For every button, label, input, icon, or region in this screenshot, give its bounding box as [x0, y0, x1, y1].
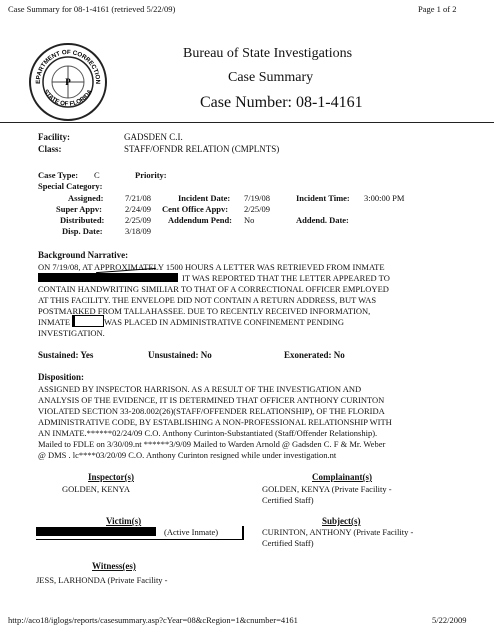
distributed-label: Distributed: — [60, 215, 105, 225]
narrative-line-3: CONTAIN HANDWRITING SIMILIAR TO THAT OF A CORRECTIONAL OFFICER EMPLOYED — [38, 284, 389, 294]
sustained: Sustained: Yes — [38, 350, 94, 360]
disposition-line: ANALYSIS OF THE EVIDENCE, IT IS DETERMINED THAT OFFICER ANTHONY CURINTON — [38, 395, 385, 405]
incident-time-label: Incident Time: — [296, 193, 350, 203]
case-number: Case Number: 08-1-4161 — [200, 94, 363, 111]
subject-heading: Subject(s) — [322, 516, 361, 526]
footer-date: 5/22/2009 — [432, 615, 467, 625]
special-category-label: Special Category: — [38, 181, 103, 191]
victim-bracket — [242, 526, 244, 540]
document-title: Case Summary — [228, 70, 314, 85]
agency-title: Bureau of State Investigations — [183, 46, 353, 61]
cent-office-appv-label: Cent Office Appv: — [162, 204, 229, 214]
victim-underline — [36, 539, 244, 540]
addend-date-label: Addend. Date: — [296, 215, 349, 225]
narrative-heading: Background Narrative: — [38, 250, 129, 260]
class-label: Class: — [38, 144, 62, 154]
case-type-value: C — [94, 170, 100, 180]
seal — [28, 42, 108, 122]
disposition-line: @ DMS . lc****03/20/09 C.O. Anthony Curinton resigned while under investigation.nt — [38, 450, 337, 460]
redaction-bar — [38, 273, 178, 282]
seal-bottom-text: STATE OF FLORIDA — [42, 88, 94, 108]
disposition-line: VIOLATED SECTION 33-208.002(26)(STAFF/OFFENDER RELATIONSHIP), OF THE FLORIDA — [38, 406, 385, 416]
disposition-heading: Disposition: — [38, 372, 85, 382]
assigned-label: Assigned: — [68, 193, 104, 203]
inspector-heading: Inspector(s) — [88, 472, 134, 482]
victim-redaction — [36, 527, 156, 536]
class-value: STAFF/OFNDR RELATION (CMPLNTS) — [124, 144, 280, 154]
victim-value: (Active Inmate) — [164, 527, 219, 537]
cent-office-appv-value: 2/25/09 — [244, 204, 270, 214]
disposition-line: Mailed to FDLE on 3/30/09.nt ******3/9/09 Mailed to Warden Arnold @ Gadsden C. F & Mr. Weber — [38, 439, 386, 449]
complainant-value-1: GOLDEN, KENYA (Private Facility - — [262, 484, 392, 494]
narrative-line-6b: WAS PLACED IN ADMINISTRATIVE CONFINEMENT PENDING — [104, 317, 344, 327]
super-appv-label: Super Appv: — [56, 204, 102, 214]
assigned-value: 7/21/08 — [125, 193, 151, 203]
case-type-label: Case Type: — [38, 170, 79, 180]
priority-label: Priority: — [135, 170, 167, 180]
footer-url: http://aco18/iglogs/reports/casesummary.asp?cYear=08&cRegion=1&cnumber=4161 — [8, 615, 298, 625]
complainant-heading: Complainant(s) — [312, 472, 373, 482]
narrative-line-4: AT THIS FACILITY. THE ENVELOPE DID NOT CONTAIN A RETURN ADDRESS, BUT WAS — [38, 295, 377, 305]
narrative-line-6a: INMATE — [38, 317, 71, 327]
subject-value-2: Certified Staff) — [262, 538, 314, 548]
seal-top-text: EPARTMENT OF CORRECTION — [34, 48, 102, 85]
inspector-value: GOLDEN, KENYA — [62, 484, 130, 494]
disposition-line: ADMINISTRATIVE CODE, BY ESTABLISHING A NON-PROFESSIONAL RELATIONSHIP WITH — [38, 417, 392, 427]
redaction-box — [72, 315, 104, 327]
page-header-left: Case Summary for 08-1-4161 (retrieved 5/22/09) — [8, 4, 176, 14]
exonerated: Exonerated: No — [284, 350, 345, 360]
witness-value: JESS, LARHONDA (Private Facility - — [36, 575, 168, 585]
incident-time-value: 3:00:00 PM — [364, 193, 405, 203]
narrative-line-2: IT WAS REPORTED THAT THE LETTER APPEARED TO — [182, 273, 390, 283]
incident-date-label: Incident Date: — [178, 193, 231, 203]
unsustained: Unsustained: No — [148, 350, 212, 360]
facility-label: Facility: — [38, 132, 70, 142]
disp-date-value: 3/18/09 — [125, 226, 151, 236]
addendum-pend-label: Addendum Pend: — [168, 215, 233, 225]
divider — [0, 122, 494, 123]
narrative-line-5: POSTMARKED FROM TALLAHASSEE. DUE TO RECENTLY RECEIVED INFORMATION, — [38, 306, 371, 316]
disposition-line: ASSIGNED BY INSPECTOR HARRISON. AS A RESULT OF THE INVESTIGATION AND — [38, 384, 362, 394]
complainant-value-2: Certified Staff) — [262, 495, 314, 505]
disposition-line: AN INMATE.******02/24/09 C.O. Anthony Curinton-Substantiated (Staff/Offender Relationship). — [38, 428, 378, 438]
subject-value-1: CURINTON, ANTHONY (Private Facility - — [262, 527, 414, 537]
svg-text:P: P — [65, 77, 71, 87]
incident-date-value: 7/19/08 — [244, 193, 270, 203]
distributed-value: 2/25/09 — [125, 215, 151, 225]
super-appv-value: 2/24/09 — [125, 204, 151, 214]
page-header-right: Page 1 of 2 — [418, 4, 457, 14]
addendum-pend-value: No — [244, 215, 255, 225]
narrative-line-7: INVESTIGATION. — [38, 328, 105, 338]
victim-heading: Victim(s) — [106, 516, 142, 526]
witness-heading: Witness(es) — [92, 561, 136, 571]
narrative-line-1: ON 7/19/08, AT APPROXIMATELY 1500 HOURS A LETTER WAS RETRIEVED FROM INMATE — [38, 262, 385, 272]
disp-date-label: Disp. Date: — [62, 226, 103, 236]
facility-value: GADSDEN C.I. — [124, 132, 183, 142]
